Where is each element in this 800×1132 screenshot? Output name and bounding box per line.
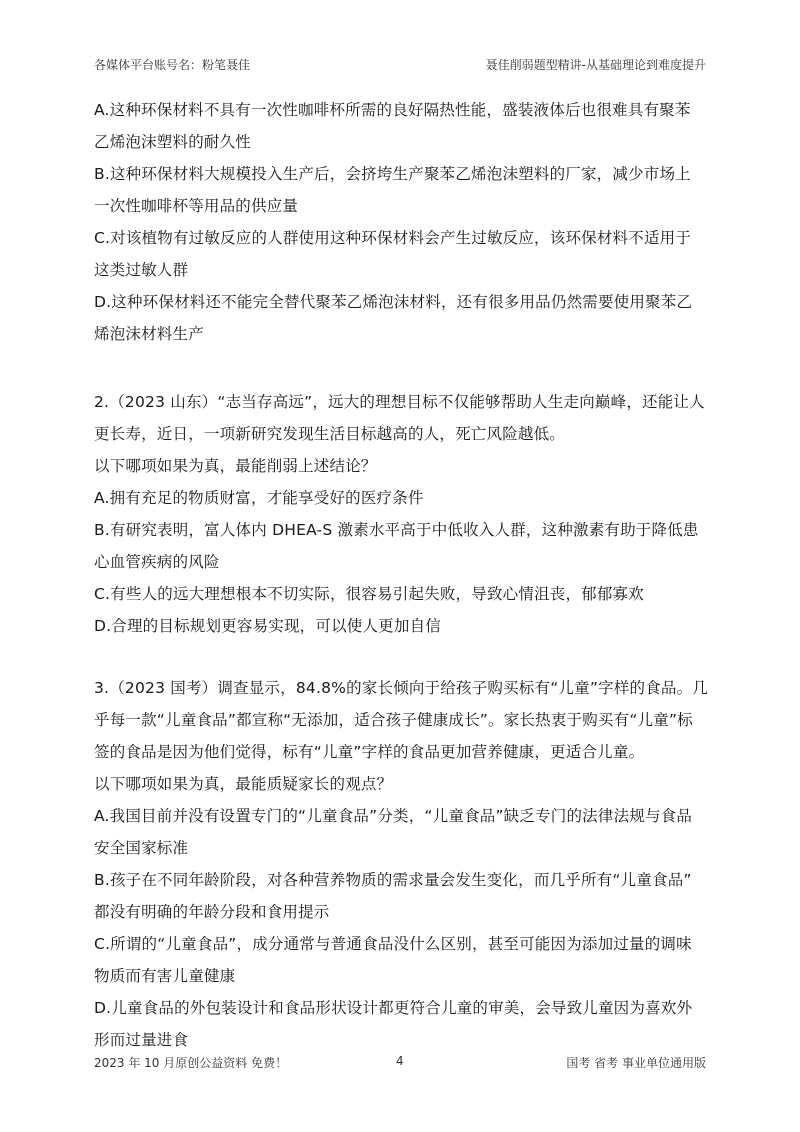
question-3	[94, 672, 710, 1056]
page-number: 4	[396, 1054, 404, 1068]
q1-option-c-line1: C.对该植物有过敏反应的人群使用这种环保材料会产生过敏反应，该环保材料不适用于	[94, 229, 692, 247]
q3-stem-line2: 乎每一款“儿童食品”都宣称“无添加，适合孩子健康成长”。家长热衷于购买有“儿童”标	[94, 711, 693, 729]
q3-option-c-line1: C.所谓的“儿童食品”，成分通常与普通食品没什么区别，甚至可能因为添加过量的调味	[94, 935, 692, 953]
q3-option-d-line2: 形而过量进食	[94, 1031, 189, 1049]
q2-option-b-line2: 心血管疾病的风险	[94, 553, 220, 571]
q1-option-a-line1: A.这种环保材料不具有一次性咖啡杯所需的良好隔热性能，盛装液体后也很难具有聚苯	[94, 101, 691, 119]
q3-prompt: 以下哪项如果为真，最能质疑家长的观点？	[94, 775, 393, 793]
q3-option-a-line2: 安全国家标准	[94, 839, 189, 857]
q2-option-b-line1: B.有研究表明，富人体内 DHEA-S 激素水平高于中低收入人群，这种激素有助于降低患	[94, 521, 699, 539]
q3-option-a-line1: A.我国目前并没有设置专门的“儿童食品”分类，“儿童食品”缺乏专门的法律法规与食品	[94, 807, 693, 825]
question-1-options	[94, 94, 710, 350]
footer-right: 国考 省考 事业单位通用版	[566, 1056, 706, 1070]
q3-option-b-line1: B.孩子在不同年龄阶段，对各种营养物质的需求量会发生变化，而几乎所有“儿童食品”	[94, 871, 692, 889]
page-content	[94, 94, 710, 1056]
q3-option-c-line2: 物质而有害儿童健康	[94, 967, 236, 985]
header-left: 各媒体平台账号名：粉笔聂佳	[94, 58, 251, 72]
q3-option-d-line1: D.儿童食品的外包装设计和食品形状设计都更符合儿童的审美，会导致儿童因为喜欢外	[94, 999, 693, 1017]
q3-stem-line3: 签的食品是因为他们觉得，标有“儿童”字样的食品更加营养健康，更适合儿童。	[94, 743, 645, 761]
footer-left: 2023 年 10 月原创公益资料 免费！	[94, 1056, 288, 1070]
q3-stem-line1: 3.（2023 国考）调查显示，84.8%的家长倾向于给孩子购买标有“儿童”字样的食品。几	[94, 679, 708, 697]
q2-option-a: A.拥有充足的物质财富，才能享受好的医疗条件	[94, 489, 424, 507]
q2-option-d: D.合理的目标规划更容易实现，可以使人更加自信	[94, 617, 441, 635]
q1-option-d-line2: 烯泡沫材料生产	[94, 325, 204, 343]
q2-option-c: C.有些人的远大理想根本不切实际，很容易引起失败，导致心情沮丧，郁郁寡欢	[94, 585, 644, 603]
question-2	[94, 386, 710, 642]
q2-stem-line1: 2.（2023 山东）“志当存高远”，远大的理想目标不仅能够帮助人生走向巅峰，还能让人	[94, 393, 705, 411]
q1-option-a-line2: 乙烯泡沫塑料的耐久性	[94, 133, 252, 151]
q2-prompt: 以下哪项如果为真，最能削弱上述结论？	[94, 457, 377, 475]
q1-option-c-line2: 这类过敏人群	[94, 261, 189, 279]
q2-stem-line2: 更长寿，近日，一项新研究发现生活目标越高的人，死亡风险越低。	[94, 425, 566, 443]
q3-option-b-line2: 都没有明确的年龄分段和食用提示	[94, 903, 330, 921]
q1-option-b-line2: 一次性咖啡杯等用品的供应量	[94, 197, 299, 215]
q1-option-d-line1: D.这种环保材料还不能完全替代聚苯乙烯泡沫材料，还有很多用品仍然需要使用聚苯乙	[94, 293, 693, 311]
header-right: 聂佳削弱题型精讲-从基础理论到难度提升	[485, 58, 706, 72]
q1-option-b-line1: B.这种环保材料大规模投入生产后，会挤垮生产聚苯乙烯泡沫塑料的厂家，减少市场上	[94, 165, 691, 183]
